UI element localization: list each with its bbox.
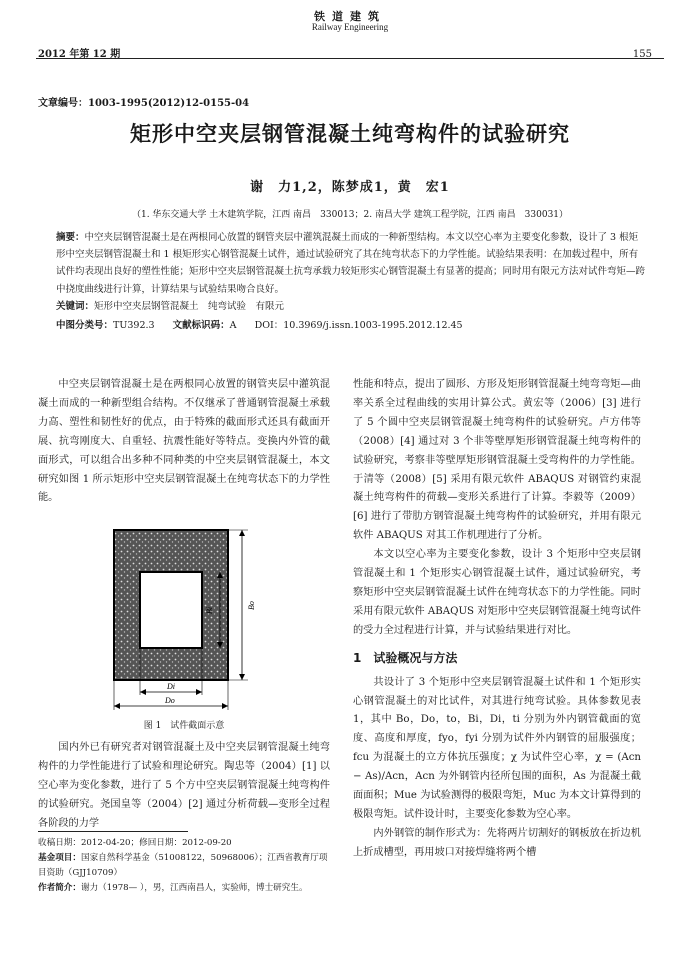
objective-paragraph: 本文以空心率为主要变化参数，设计 3 个矩形中空夹层钢管混凝土和 1 个矩形实心钢管混凝土试件，通过试验研究，考察矩形中空夹层钢管混凝土试件在纯弯状态下的力学性能。同时采用有限元软件 ABAQUS 对矩形中空夹层钢管混凝土纯弯试件的受力全过程进行计算，并与试验结果进行对比。 xyxy=(353,549,641,636)
received-dates: 收稿日期：2012-04-20；修回日期：2012-09-20 xyxy=(38,838,232,848)
di-arrow-left xyxy=(140,689,146,695)
doc-code: A xyxy=(229,320,237,332)
di-label: Di xyxy=(167,682,175,691)
journal-name-en: Railway Engineering xyxy=(311,22,389,32)
clc-label: 中图分类号： xyxy=(56,320,114,332)
doc-code-label: 文献标识码： xyxy=(172,320,230,332)
paper-title: 矩形中空夹层钢管混凝土纯弯构件的试验研究 xyxy=(130,122,570,146)
fund-text: 国家自然科学基金（51008122，50968006）；江西省教育厅项目资助（GJJ10709） xyxy=(38,853,328,878)
header-rule xyxy=(36,58,664,59)
fund-label: 基金项目： xyxy=(38,853,81,863)
author-bio-text: 谢力（1978— ），男，江西南昌人，实验师，博士研究生。 xyxy=(80,883,308,893)
journal-name-cn: 铁道建筑 xyxy=(314,10,386,23)
method-paragraph: 共设计了 3 个矩形中空夹层钢管混凝土试件和 1 个矩形实心钢管混凝土的对比试件，对其进行纯弯试验。具体参数见表 1，其中 Bo，Do，to，Bi，Di，ti 分别为外内钢管截面的宽度、高度和厚度，fyo，fyi 分别为试件外内钢管的屈服强度；fcu 为混凝土的立方体抗压强度；χ 为试件空心率，χ = (Acn − As)/Acn，Acn 为外钢管内径所包围的面积，As 为混凝土截面面积；Mue 为试验测得的极限弯矩，Muc 为本文计算得到的极限弯矩。试件设计时，主要变化参数为空心率。 xyxy=(353,676,641,820)
classification-line xyxy=(56,317,646,334)
bo-arrow-bottom xyxy=(239,674,245,680)
keywords xyxy=(56,298,646,315)
fund-info xyxy=(38,851,330,881)
bi-label: Bi xyxy=(205,606,214,614)
keywords-text: 矩形中空夹层钢管混凝土 纯弯试验 有限元 xyxy=(94,300,285,312)
keywords-label: 关键词： xyxy=(56,300,95,312)
left-column-top xyxy=(38,376,330,508)
page-number: 155 xyxy=(632,49,652,60)
clc-code: TU392.3 xyxy=(113,320,155,332)
footnotes xyxy=(38,836,330,896)
di-arrow-right xyxy=(196,689,202,695)
bo-arrow-top xyxy=(239,530,245,536)
author-bio-label: 作者简介： xyxy=(38,883,81,893)
right-column xyxy=(353,376,641,863)
article-number: 文章编号：1003-1995(2012)12-0155-04 xyxy=(38,98,250,109)
abstract-text: 中空夹层钢管混凝土是在两根同心放置的钢管夹层中灌筑混凝土而成的一种新型结构。本文以空心率为主要变化参数，设计了 3 根矩形中空夹层钢管混凝土和 1 根矩形实心钢管混凝土试件，通过试验研究了其在纯弯状态下的力学性能。试验结果表明：在加载过程中，所有试件均表现出良好的塑性性能；矩形中空夹层钢管混凝土抗弯承载力较矩形实心钢管混凝土有显著的提高；同时用有限元方法对试件弯矩—跨中挠度曲线进行计算，计算结果与试验结果吻合良好。 xyxy=(56,232,646,295)
abstract-block xyxy=(56,229,646,334)
left-column-bottom xyxy=(38,739,330,834)
footnote-rule xyxy=(38,831,188,832)
fabrication-paragraph: 内外钢管的制作形式为：先将两片切割好的钢板放在折边机上折成槽型，再用坡口对接焊缝将两个槽 xyxy=(353,827,641,858)
doi: DOI：10.3969/j.issn.1003-1995.2012.12.45 xyxy=(254,320,463,332)
author-bio xyxy=(38,881,330,896)
bo-label: Bo xyxy=(247,601,256,610)
do-arrow-left xyxy=(114,703,120,709)
intro-paragraph: 中空夹层钢管混凝土是在两根同心放置的钢管夹层中灌筑混凝土而成的一种新型组合结构。不仅继承了普通钢管混凝土承载力高、塑性和韧性好的优点，由于特殊的截面形式还具有截面开展、抗弯刚度大、自重轻、抗震性能好等特点。变换内外管的截面形式，可以组合出多种不同种类的中空夹层钢管混凝土，本文研究如图 1 所示矩形中空夹层钢管混凝土在纯弯状态下的力学性能。 xyxy=(38,379,330,504)
abstract xyxy=(56,229,646,298)
do-arrow-right xyxy=(222,703,228,709)
do-label: Do xyxy=(165,696,175,705)
literature-paragraph: 国内外已有研究者对钢管混凝土及中空夹层钢管混凝土纯弯构件的力学性能进行了试验和理论研究。陶忠等（2004）[1] 以空心率为变化参数，进行了 5 个方中空夹层钢管混凝土纯弯构件的试验研究。尧国皇等（2004）[2] 通过分析荷载—变形全过程各阶段的力学 xyxy=(38,742,330,829)
abstract-label: 摘要： xyxy=(56,232,85,243)
continued-paragraph: 性能和特点，提出了圆形、方形及矩形钢管混凝土纯弯弯矩—曲率关系全过程曲线的实用计算公式。黄宏等（2006）[3] 进行了 5 个圆中空夹层钢管混凝土纯弯构件的试验研究。卢方伟等（2008）[4] 通过对 3 个非等壁厚矩形钢管混凝土纯弯构件的试验研究，考察非等壁厚矩形钢管混凝土受弯构件的力学性能。于清等（2008）[5] 采用有限元软件 ABAQUS 对钢管约束混凝土纯弯构件的荷载—变形关系进行了计算。李毅等（2009）[6] 进行了带肋方钢管混凝土纯弯构件的试验研究，并用有限元软件 ABAQUS 对其工作机理进行了分析。 xyxy=(353,379,641,542)
figure-1 xyxy=(90,520,280,720)
author-list: 谢 力1,2，陈梦成1，黄 宏1 xyxy=(250,180,450,195)
issue-label: 2012 年第 12 期 xyxy=(38,49,121,60)
figure-1-caption: 图 1 试件截面示意 xyxy=(143,721,225,731)
cross-section-diagram xyxy=(90,520,280,720)
inner-tube xyxy=(140,572,202,648)
section-1-heading: 1 试验概况与方法 xyxy=(353,650,458,665)
affiliations: （1. 华东交通大学 土木建筑学院，江西 南昌 330013；2. 南昌大学 建筑工程学院，江西 南昌 330031） xyxy=(131,210,569,220)
